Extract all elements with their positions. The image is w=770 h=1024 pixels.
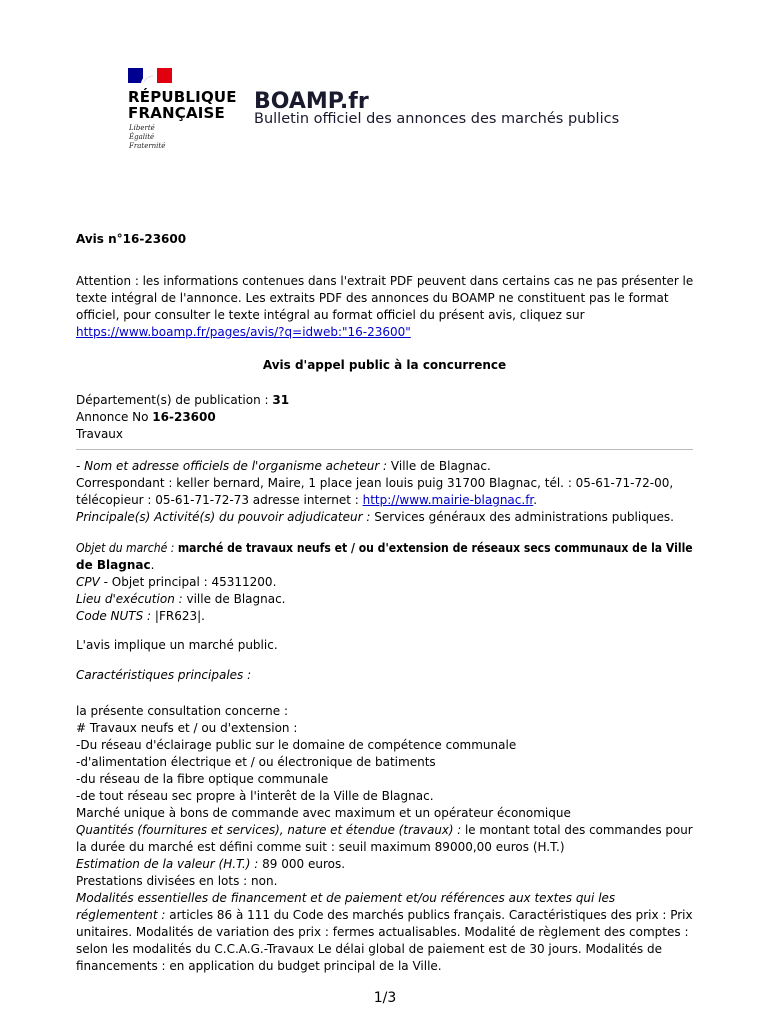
site-name: BOAMP.fr xyxy=(254,89,369,114)
activite-label: Principale(s) Activité(s) du pouvoir adjudicateur : xyxy=(76,510,375,524)
mairie-website-link[interactable]: http://www.mairie-blagnac.fr xyxy=(362,493,534,507)
modalites-line-2 xyxy=(76,907,693,924)
desc-line: -d'alimentation électrique et / ou électronique de batiments xyxy=(76,755,436,769)
quantites-label: Quantités (fournitures et services), nature et étendue (travaux) : xyxy=(76,823,466,837)
type-travaux: Travaux xyxy=(76,427,124,441)
attention-text-2: texte intégral de l'annonce. Les extraits PDF des annonces du BOAMP ne constituent pas le format xyxy=(76,291,669,305)
objet-label: Objet du marché : xyxy=(76,541,178,555)
site-subtitle: Bulletin officiel des annonces des marchés publics xyxy=(254,111,620,127)
nuts-value: |FR623|. xyxy=(154,609,205,623)
motto xyxy=(129,124,165,151)
desc-line: la présente consultation concerne : xyxy=(76,704,289,718)
objet-end: . xyxy=(150,558,155,572)
cpv-label: CPV xyxy=(76,575,100,589)
correspondant-line: Correspondant : keller bernard, Maire, 1 place jean louis puig 31700 Blagnac, tél. : 05-61-71-72-00, xyxy=(76,476,674,490)
lieu-line xyxy=(76,591,286,608)
section-title: Avis d'appel public à la concurrence xyxy=(262,358,507,372)
lieu-label: Lieu d'exécution : xyxy=(76,592,187,606)
lots-line: Prestations divisées en lots : non. xyxy=(76,874,278,888)
quantites-line-1 xyxy=(76,822,693,839)
objet-value-1: marché de travaux neufs et / ou d'extension de réseaux secs communaux de la Ville xyxy=(177,541,693,555)
page-number: 1/3 xyxy=(373,990,397,1006)
activite-line xyxy=(76,509,674,526)
annonce-label: Annonce No xyxy=(76,410,153,424)
modalites-line-4: selon les modalités du C.C.A.G.-Travaux Le délai global de paiement est de 30 jours. Modalités de xyxy=(76,942,663,956)
marianne-logo xyxy=(128,68,172,83)
caracteristiques-label: Caractéristiques principales : xyxy=(76,668,252,682)
departement-label: Département(s) de publication : xyxy=(76,393,273,407)
attention-text-3: officiel, pour consulter le texte intégral au format officiel du présent avis, cliquez sur xyxy=(76,308,585,322)
lieu-value: ville de Blagnac. xyxy=(186,592,286,606)
cpv-line xyxy=(76,574,276,591)
cpv-value: - Objet principal : 45311200. xyxy=(99,575,277,589)
objet-line-1 xyxy=(76,540,693,557)
motto-fraternite: Fraternité xyxy=(129,142,166,150)
desc-line: -Du réseau d'éclairage public sur le domaine de compétence communale xyxy=(76,738,517,752)
estimation-label: Estimation de la valeur (H.T.) : xyxy=(76,857,263,871)
organisme-label: - Nom et adresse officiels de l'organisme acheteur : xyxy=(76,459,391,473)
objet-line-2 xyxy=(76,557,154,574)
avis-implique: L'avis implique un marché public. xyxy=(76,638,278,652)
avis-title: Avis n°16-23600 xyxy=(76,232,187,246)
desc-line: -du réseau de la fibre optique communale xyxy=(76,772,329,786)
modalites-line-3: unitaires. Modalités de variation des prix : fermes actualisables. Modalité de règlement des comptes : xyxy=(76,925,689,939)
motto-egalite: Égalité xyxy=(129,133,155,141)
organisme-value: Ville de Blagnac. xyxy=(390,459,491,473)
estimation-value: 89 000 euros. xyxy=(262,857,346,871)
desc-line: # Travaux neufs et / ou d'extension : xyxy=(76,721,298,735)
estimation-line xyxy=(76,856,345,873)
fax-text: télécopieur : 05-61-71-72-73 adresse internet : xyxy=(76,493,363,507)
annonce-line xyxy=(76,409,216,426)
nuts-label: Code NUTS : xyxy=(76,609,155,623)
modalites-label-1: Modalités essentielles de financement et de paiement et/ou références aux textes qui les xyxy=(76,891,616,905)
nuts-line xyxy=(76,608,205,625)
annonce-value: 16-23600 xyxy=(152,410,216,424)
fax-line xyxy=(76,492,537,509)
departement-value: 31 xyxy=(272,393,290,407)
quantites-line-2: la durée du marché est défini comme suit : seuil maximum 89000,00 euros (H.T.) xyxy=(76,840,565,854)
objet-value-2: de Blagnac xyxy=(76,558,151,572)
desc-line: -de tout réseau sec propre à l'interêt de la Ville de Blagnac. xyxy=(76,789,434,803)
boamp-avis-link[interactable]: https://www.boamp.fr/pages/avis/?q=idweb:"16-23600" xyxy=(76,325,411,339)
modalites-value-2: articles 86 à 111 du Code des marchés publics français. Caractéristiques des prix : Prix xyxy=(169,908,693,922)
quantites-value-1: le montant total des commandes pour xyxy=(465,823,693,837)
fax-end: . xyxy=(533,493,538,507)
divider xyxy=(76,449,693,450)
modalites-line-5: financements : en application du budget principal de la Ville. xyxy=(76,959,442,973)
departement-line xyxy=(76,392,289,409)
organisme-line xyxy=(76,458,491,475)
republique-line1: RÉPUBLIQUE xyxy=(128,88,237,106)
modalites-label-2: réglementent : xyxy=(76,908,170,922)
republique-line2: FRANÇAISE xyxy=(128,104,226,122)
republique-francaise-logo xyxy=(128,89,237,121)
motto-liberte: Liberté xyxy=(129,124,155,132)
desc-line: Marché unique à bons de commande avec maximum et un opérateur économique xyxy=(76,806,571,820)
attention-text-1: Attention : les informations contenues dans l'extrait PDF peuvent dans certains cas ne pas présenter le xyxy=(76,274,694,288)
activite-value: Services généraux des administrations publiques. xyxy=(374,510,674,524)
